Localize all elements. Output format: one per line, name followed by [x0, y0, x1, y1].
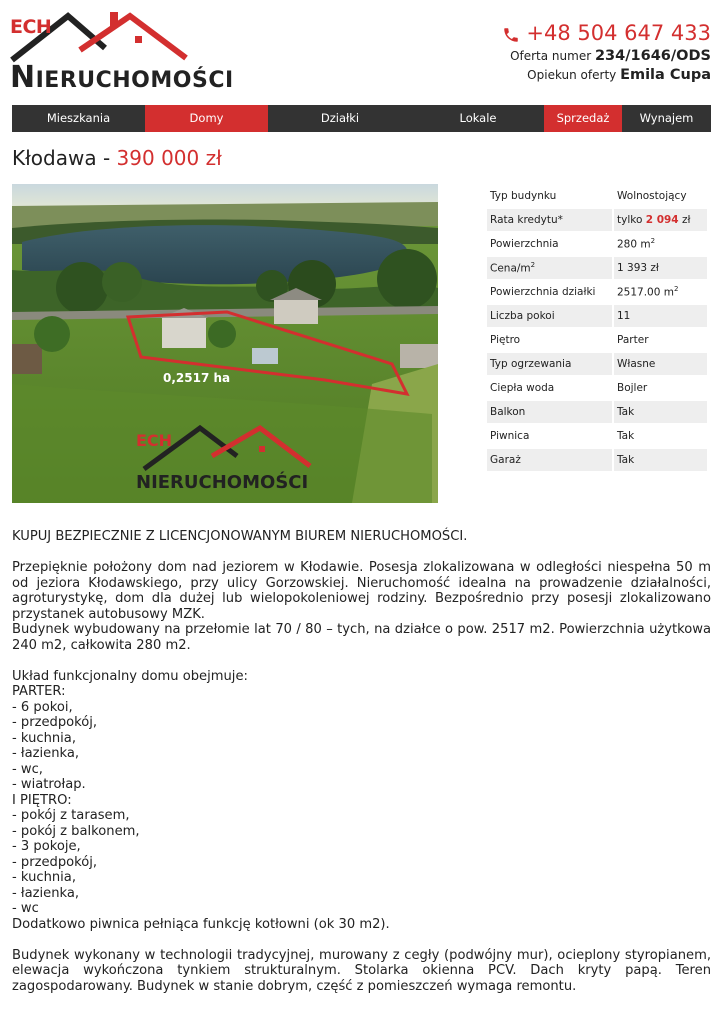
description-paragraph: Przepięknie położony dom nad jeziorem w Kłodawie. Posesja zlokalizowana w odległości niespełna 50 m od jeziora Kłodawskiego, przy ulicy Gorzowskiej. Nieruchomość idealna na prowadzenie działalności, agroturystykę, dom dla dużej lub wielopokoleniowej rodziny. Bezpośrednio przy posesji zlokalizowano przystanek autobusowy MZK.	[12, 560, 711, 622]
nav-item-mieszkania[interactable]: Mieszkania	[46, 111, 111, 125]
spec-row	[487, 449, 707, 471]
description-headline: KUPUJ BEZPIECZNIE Z LICENCJONOWANYM BIUREM NIERUCHOMOŚCI.	[12, 529, 468, 544]
spec-key-sup: 2	[530, 261, 536, 270]
spec-value: 1 393 zł	[614, 257, 707, 279]
nav-item-lokale[interactable]: Lokale	[459, 111, 497, 125]
paragraph-gap	[12, 932, 711, 948]
contact-info	[502, 20, 711, 84]
spec-value-text: 280 m	[617, 238, 651, 251]
list-item: PARTER:	[12, 684, 66, 699]
paragraph-gap	[12, 545, 711, 561]
spec-row	[487, 425, 707, 447]
spec-row	[487, 353, 707, 375]
spec-value	[614, 281, 707, 303]
spec-key: Typ ogrzewania	[487, 353, 612, 375]
spec-key: Garaż	[487, 449, 612, 471]
spec-value: Wolnostojący	[617, 190, 687, 202]
list-item: Dodatkowo piwnica pełniąca funkcję kotłowni (ok 30 m2).	[12, 916, 390, 932]
spec-value: Parter	[617, 334, 649, 346]
description-paragraph: Budynek wykonany w technologii tradycyjnej, murowany z cegły (podwójny mur), ocieplony styropianem, elewacja wykończona tynkiem strukturalnym. Stolarka okienna PCV. Dach kryty papą. Teren zagospodarowany. Budynek w stanie dobrym, część z pomieszczeń wymaga remontu.	[12, 947, 711, 994]
spec-key-text: Cena/m	[490, 262, 531, 275]
list-item: - 6 pokoi,	[12, 699, 73, 715]
spec-value-text: 2517.00 m	[617, 286, 674, 299]
phone-number: +48 504 647 433	[526, 21, 711, 45]
plot-area-label: 0,2517 ha	[163, 371, 231, 385]
site-header	[0, 0, 724, 100]
spec-value: 11	[614, 305, 707, 327]
spec-value	[614, 233, 707, 255]
spec-key: Rata kredytu*	[487, 209, 612, 231]
paragraph-gap	[12, 653, 711, 669]
title-separator: -	[96, 146, 117, 170]
listing-location: Kłodawa	[12, 146, 97, 170]
spec-key: Ciepła woda	[490, 382, 555, 394]
spec-key: Powierzchnia	[490, 238, 559, 250]
agent-row	[502, 67, 711, 84]
spec-value: Własne	[614, 353, 707, 375]
spec-value-suffix: zł	[681, 214, 691, 226]
nav-item-dzialki[interactable]: Działki	[320, 111, 360, 125]
listing-title	[12, 144, 222, 172]
spec-key: Powierzchnia działki	[490, 286, 596, 298]
spec-value: Bojler	[617, 382, 648, 394]
watermark-brand-text: NIERUCHOMOŚCI	[136, 472, 309, 493]
list-item: I PIĘTRO:	[12, 792, 72, 808]
spec-value-prefix: tylko	[617, 214, 643, 226]
spec-value: Tak	[617, 430, 635, 442]
spec-value	[614, 209, 707, 231]
spec-row	[487, 209, 707, 231]
spec-key: Balkon	[487, 401, 612, 423]
list-item: - wc,	[12, 761, 43, 777]
room-layout-list	[12, 684, 711, 932]
spec-row	[487, 329, 707, 351]
listing-price: 390 000 zł	[116, 146, 222, 170]
list-item: - przedpokój,	[12, 715, 98, 730]
listing-photo[interactable]	[12, 184, 438, 503]
logo-ech-text: ECH	[10, 16, 52, 38]
nav-item-domy[interactable]: Domy	[145, 105, 268, 132]
list-item: - 3 pokoje,	[12, 839, 81, 854]
list-item: - łazienka,	[12, 746, 80, 761]
company-logo[interactable]	[10, 10, 234, 95]
spec-key: Typ budynku	[490, 190, 557, 202]
spec-value: Tak	[614, 401, 707, 423]
spec-row	[487, 377, 707, 399]
list-item: - przedpokój,	[12, 854, 98, 870]
phone-icon	[502, 24, 520, 42]
logo-brand-initial: N	[10, 60, 36, 95]
layout-intro: Układ funkcjonalny domu obejmuje:	[12, 668, 248, 684]
main-nav	[12, 105, 711, 132]
list-item: - kuchnia,	[12, 870, 76, 885]
list-item: - pokój z balkonem,	[12, 823, 140, 839]
spec-row	[487, 257, 707, 279]
spec-row	[487, 185, 707, 207]
spec-value: Tak	[614, 449, 707, 471]
list-item: - wc	[12, 901, 39, 916]
spec-key	[487, 257, 612, 279]
offer-number-value: 234/1646/ODS	[594, 48, 711, 64]
spec-key: Liczba pokoi	[487, 305, 612, 327]
agent-name: Emila Cupa	[620, 67, 711, 83]
spec-value-sup: 2	[650, 237, 656, 246]
spec-key: Piwnica	[490, 430, 530, 442]
spec-row	[487, 305, 707, 327]
list-item: - łazienka,	[12, 885, 80, 901]
list-item: - wiatrołap.	[12, 777, 86, 792]
spec-row	[487, 401, 707, 423]
offer-number-label: Oferta numer	[510, 49, 592, 63]
listing-description	[12, 529, 711, 994]
nav-item-wynajem[interactable]: Wynajem	[639, 111, 694, 125]
watermark-ech-text: ECH	[136, 431, 173, 450]
offer-number-row	[502, 48, 711, 65]
aerial-photo-illustration	[12, 184, 438, 503]
nav-item-sprzedaz[interactable]: Sprzedaż	[544, 105, 622, 132]
spec-row	[487, 233, 707, 255]
spec-row	[487, 281, 707, 303]
loan-installment-highlight: 2 094	[645, 214, 679, 226]
spec-key: Piętro	[490, 334, 521, 346]
spec-value-sup: 2	[674, 285, 679, 294]
logo-brand-rest: IERUCHOMOŚCI	[35, 68, 234, 93]
list-item: - kuchnia,	[12, 730, 76, 746]
list-item: - pokój z tarasem,	[12, 808, 130, 823]
agent-label: Opiekun oferty	[527, 68, 617, 82]
phone-link[interactable]	[502, 20, 711, 46]
specs-table	[485, 183, 709, 473]
description-paragraph: Budynek wybudowany na przełomie lat 70 / 80 – tych, na działce o pow. 2517 m2. Powierzchnia użytkowa 240 m2, całkowita 280 m2.	[12, 622, 711, 653]
logo-brand-text	[10, 60, 234, 95]
